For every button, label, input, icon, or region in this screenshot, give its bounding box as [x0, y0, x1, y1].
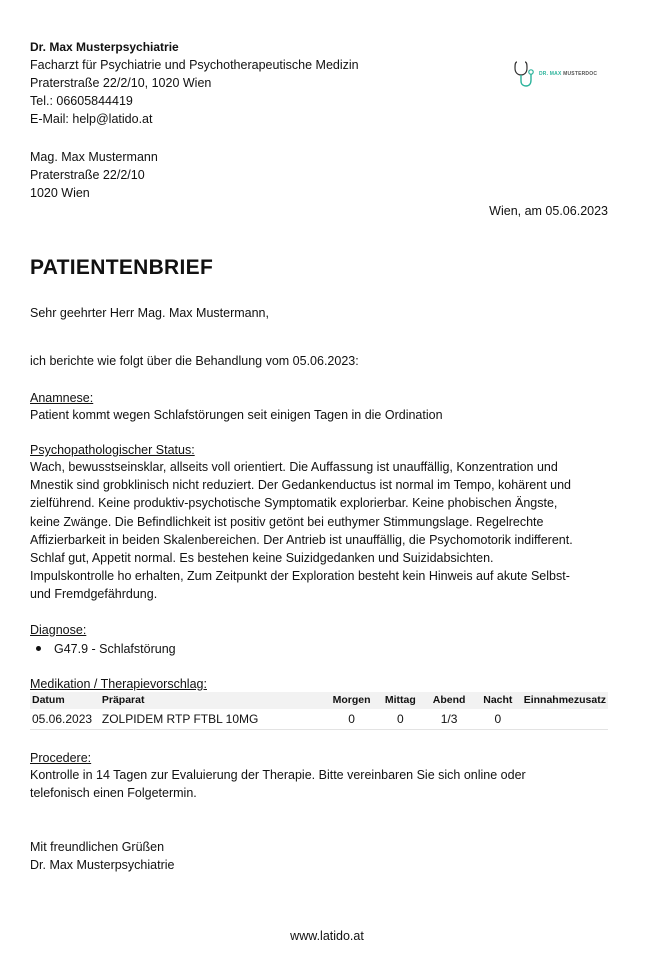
- col-abend: Abend: [424, 692, 474, 709]
- recipient-street: Praterstraße 22/2/10: [30, 168, 145, 182]
- letter-title: PATIENTENBRIEF: [30, 256, 214, 279]
- sender-name: Dr. Max Musterpsychiatrie: [30, 40, 179, 54]
- diagnose-item: G47.9 - Schlafstörung: [54, 640, 608, 658]
- sender-email: E-Mail: help@latido.at: [30, 112, 153, 126]
- status-line: keine Zwänge. Die Befindlichkeit ist positiv getönt bei euthymer Stimmungslage. Regelrechte: [30, 514, 544, 529]
- col-einnahmezusatz: Einnahmezusatz: [522, 692, 608, 709]
- recipient-city: 1020 Wien: [30, 186, 90, 200]
- closing-block: [30, 838, 608, 874]
- sender-specialty: Facharzt für Psychiatrie und Psychotherapeutische Medizin: [30, 58, 359, 72]
- footer-url: www.latido.at: [290, 929, 364, 943]
- section-status: [30, 442, 608, 604]
- status-line: Affizierbarkeit in beiden Skalenbereichen. Der Antrieb ist unauffällig, die Psychomotorik indifferent.: [30, 532, 573, 547]
- cell-abend: 1/3: [424, 709, 474, 730]
- medication-table: [30, 692, 608, 730]
- col-mittag: Mittag: [376, 692, 424, 709]
- status-heading: Psychopathologischer Status:: [30, 443, 195, 457]
- table-row: [30, 709, 608, 730]
- col-morgen: Morgen: [327, 692, 377, 709]
- intro-text: ich berichte wie folgt über die Behandlung vom 05.06.2023:: [30, 354, 359, 368]
- cell-einnahmezusatz: [522, 709, 608, 730]
- sender-block: [30, 38, 608, 128]
- status-line: Impulskontrolle ho erhalten, Zum Zeitpunkt der Exploration besteht kein Hinweis auf akute Selbst-: [30, 569, 570, 584]
- procedere-line: Kontrolle in 14 Tagen zur Evaluierung der Therapie. Bitte vereinbaren Sie sich online oder: [30, 767, 526, 782]
- status-line: Wach, bewusstseinsklar, allseits voll orientiert. Die Auffassung ist unauffällig, Konzentration und: [30, 460, 558, 474]
- recipient-block: [30, 148, 608, 202]
- status-text: [30, 458, 608, 604]
- diagnose-heading: Diagnose:: [30, 622, 87, 637]
- sender-phone: Tel.: 06605844419: [30, 94, 133, 108]
- closing-signature: Dr. Max Musterpsychiatrie: [30, 857, 175, 872]
- anamnese-heading: Anamnese:: [30, 391, 94, 405]
- cell-datum: 05.06.2023: [30, 709, 100, 730]
- recipient-name: Mag. Max Mustermann: [30, 150, 158, 164]
- status-line: Mnestik sind grobklinisch nicht reduziert. Der Gedankenductus ist normal im Tempo, kohärent und: [30, 478, 572, 493]
- letter: [30, 38, 608, 874]
- table-header-row: [30, 692, 608, 709]
- status-line: zielführend. Keine produktiv-psychotische Symptomatik explorierbar. Keine phobischen Ängste,: [30, 496, 558, 511]
- sender-address: Praterstraße 22/2/10, 1020 Wien: [30, 76, 212, 90]
- cell-morgen: 0: [327, 709, 377, 730]
- section-diagnose: [30, 622, 608, 658]
- procedere-heading: Procedere:: [30, 750, 92, 765]
- medikation-heading: Medikation / Therapievorschlag:: [30, 676, 207, 691]
- cell-praeparat: ZOLPIDEM RTP FTBL 10MG: [100, 709, 327, 730]
- cell-mittag: 0: [376, 709, 424, 730]
- col-nacht: Nacht: [474, 692, 522, 709]
- procedere-text: [30, 766, 608, 802]
- cell-nacht: 0: [474, 709, 522, 730]
- logo-text: DR. MAX MUSTERDOC: [539, 71, 598, 77]
- section-medikation: [30, 676, 608, 730]
- section-procedere: [30, 750, 608, 802]
- col-praeparat: Präparat: [100, 692, 327, 709]
- date-line: Wien, am 05.06.2023: [489, 204, 608, 218]
- section-anamnese: [30, 390, 608, 424]
- anamnese-text: Patient kommt wegen Schlafstörungen seit einigen Tagen in die Ordination: [30, 408, 443, 422]
- procedere-line: telefonisch einen Folgetermin.: [30, 785, 197, 800]
- salutation: Sehr geehrter Herr Mag. Max Mustermann,: [30, 306, 269, 320]
- status-line: Schlaf gut, Appetit normal. Es bestehen keine Suizidgedanken und Suizidabsichten.: [30, 551, 494, 566]
- closing-greeting: Mit freundlichen Grüßen: [30, 839, 165, 854]
- col-datum: Datum: [30, 692, 100, 709]
- diagnose-list: [30, 640, 608, 658]
- status-line: und Fremdgefährdung.: [30, 587, 158, 602]
